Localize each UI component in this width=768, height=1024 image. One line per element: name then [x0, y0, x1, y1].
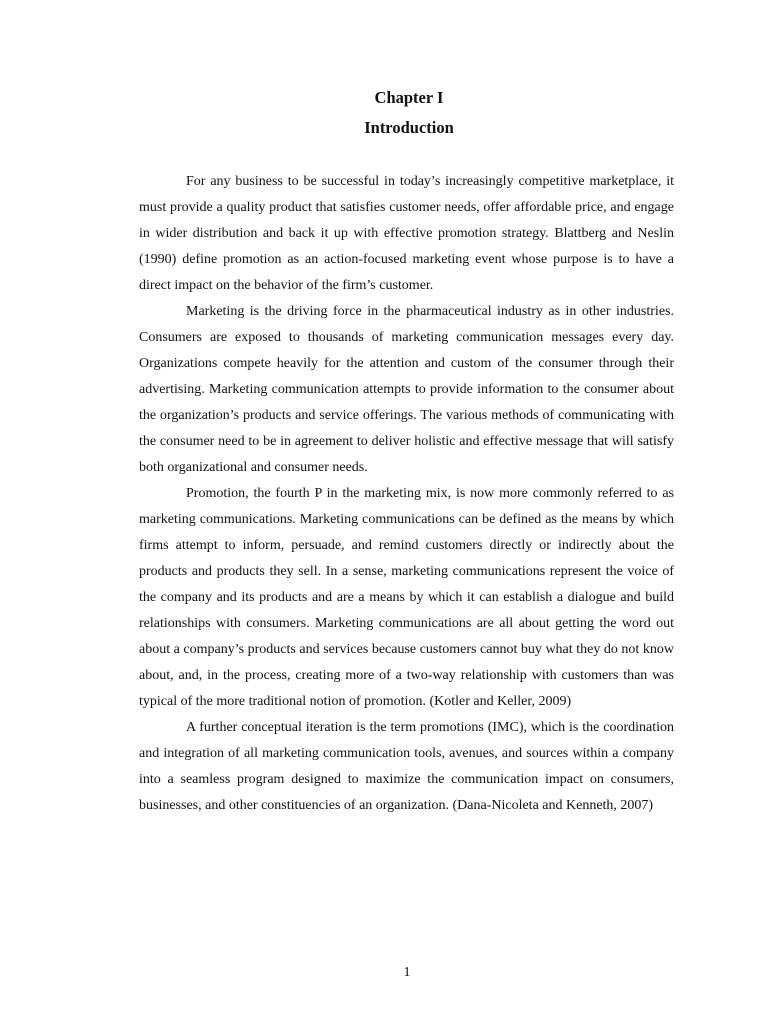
- chapter-body: [139, 169, 674, 819]
- paragraph-marketing-driving-force: Marketing is the driving force in the pharmaceutical industry as in other industries. Consumers are exposed to thousands of marketing communication messages every day. Organizations compete heavily for the attention and custom of the consumer through their advertising. Marketing communication attempts to provide information to the consumer about the organization’s products and service offerings. The various methods of communicating with the consumer need to be in agreement to deliver holistic and effective message that will satisfy both organizational and consumer needs.: [139, 304, 674, 475]
- paragraph-marketing-communications: Promotion, the fourth P in the marketing mix, is now more commonly referred to as marketing communications. Marketing communications can be defined as the means by which firms attempt to inform, persuade, and remind customers directly or indirectly about the products and products they sell. In a sense, marketing communications represent the voice of the company and its products and are a means by which it can establish a dialogue and build relationships with consumers. Marketing communications are all about getting the word out about a company’s products and services because customers cannot buy what they do not know about, and, in the process, creating more of a two-way relationship with customers than was typical of the more traditional notion of promotion. (Kotler and Keller, 2009): [139, 486, 674, 709]
- chapter-number: Chapter I: [374, 88, 444, 107]
- chapter-title: Introduction: [364, 118, 454, 137]
- paragraph-integrated-communications: A further conceptual iteration is the term promotions (IMC), which is the coordination and integration of all marketing communication tools, avenues, and sources within a company into a seamless program designed to maximize the communication impact on consumers, businesses, and other constituencies of an organization. (Dana-Nicoleta and Kenneth, 2007): [139, 720, 674, 813]
- page-number: 1: [403, 965, 411, 980]
- paragraph-promotion-strategy: For any business to be successful in today’s increasingly competitive marketplace, it must provide a quality product that satisfies customer needs, offer affordable price, and engage in wider distribution and back it up with effective promotion strategy. Blattberg and Neslin (1990) define promotion as an action-focused marketing event whose purpose is to have a direct impact on the behavior of the firm’s customer.: [139, 174, 674, 293]
